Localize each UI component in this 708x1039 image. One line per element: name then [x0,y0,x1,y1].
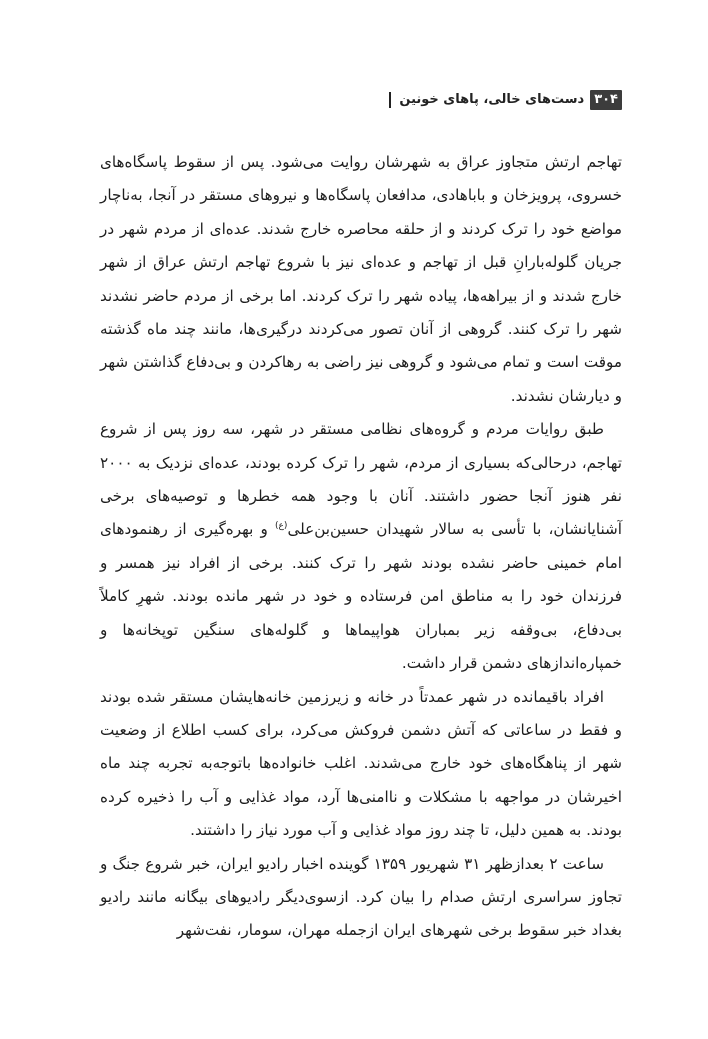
paragraph-4-text: ساعت ۲ بعدازظهر ۳۱ شهریور ۱۳۵۹ گوینده اخبار رادیو ایران، خبر شروع جنگ و تجاوز سراسری ارتش صدام را بیان کرد. ازسوی‌دیگر رادیوهای بیگانه مانند رادیو بغداد خبر سقوط برخی شهرهای ایران ازجمله مهران، سومار، نفت‌شهر [100,854,622,940]
paragraph-2-text-end: و بهره‌گیری از رهنمودهای امام خمینی حاضر نشده بودند شهر را ترک کنند. برخی از افراد نیز همسر و فرزندان خود را به مناطق امن فرستاده و خود در شهر مانده بودند. شهرِ کاملاً بی‌دفاع، بی‌وقفه زیر بمباران هواپیماها و گلوله‌های سنگین توپخانه‌ها و خمپاره‌اندازهای دشمن قرار داشت. [100,520,622,673]
paragraph-4 [100,848,622,948]
header-divider-bar [389,92,391,108]
paragraph-3 [100,681,622,848]
honorific-superscript: (ع) [275,521,288,532]
paragraph-1 [100,146,622,413]
paragraph-2 [100,413,622,680]
page-number: ۳۰۴ [590,90,622,110]
running-title: دست‌های خالی، پاهای خونین [399,92,585,107]
paragraph-3-text: افراد باقیمانده در شهر عمدتاً در خانه و زیرزمین خانه‌هایشان مستقر شده بودند و فقط در ساعاتی که آتش دشمن فروکش می‌کرد، برای کسب اطلاع از وضعیت شهر از پناهگاه‌های خود خارج می‌شدند. اغلب خانواده‌ها باتوجه‌به تجربه چند ماه اخیرشان در مواجهه با مشکلات و ناامنی‌ها آرد، مواد غذایی و آب را ذخیره کرده بودند. به همین دلیل، تا چند روز مواد غذایی و آب مورد نیاز را داشتند. [100,687,622,840]
body-text [100,146,622,948]
paragraph-1-text: تهاجم ارتش متجاوز عراق به شهرشان روایت می‌شود. پس از سقوط پاسگاه‌های خسروی، پرویزخان و باباهادی، مدافعان پاسگاه‌ها و نیروهای مستقر در آنجا، به‌ناچار مواضع خود را ترک کردند و از حلقه محاصره خارج شدند. عده‌ای از مردم شهر در جریان گلوله‌بارانِ قبل از تهاجم و عده‌ای نیز با شروع تهاجم ارتش عراق از شهر خارج شدند و از بیراهه‌ها، پیاده شهر را ترک کردند. اما برخی از مردم حاضر نشدند شهر را ترک کنند. گروهی از آنان تصور می‌کردند درگیری‌ها، مانند چند ماه گذشته موقت است و تمام می‌شود و گروهی نیز راضی به رهاکردن و بی‌دفاع گذاشتن شهر و دیارشان نشدند. [100,153,622,405]
running-header [389,90,622,110]
paragraph-2-text-start: طبق روایات مردم و گروه‌های نظامی مستقر در شهر، سه روز پس از شروع تهاجم، درحالی‌که بسیاری از مردم، شهر را ترک کرده بودند، عده‌ای نزدیک به ۲۰۰۰ نفر هنوز آنجا حضور داشتند. آنان با وجود همه خطرها و توصیه‌های برخی آشنایانشان، با تأسی به سالار شهیدان حسین‌بن‌علی [100,420,622,539]
